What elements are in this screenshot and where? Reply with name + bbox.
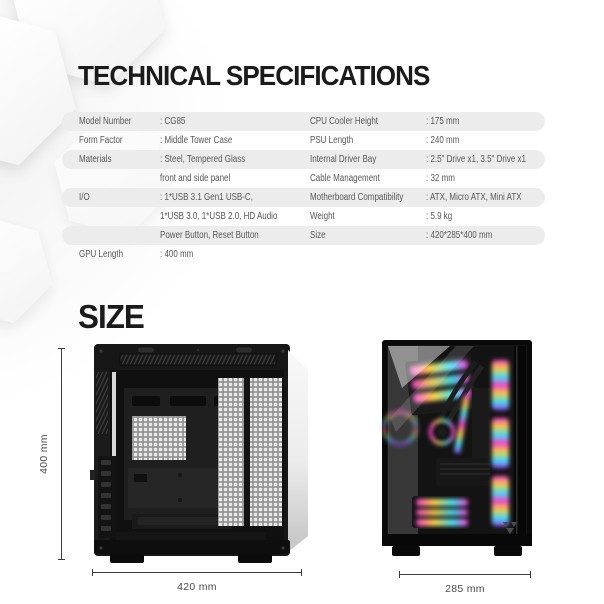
case-foot [392,546,420,556]
spec-value-right: : 240 mm [426,135,460,146]
spec-label-left: GPU Length [79,249,124,260]
spec-label-left: Form Factor [79,135,123,146]
spec-label-right: CPU Cooler Height [310,116,379,127]
spec-label-right: Internal Driver Bay [310,154,377,165]
spec-value-left: : Steel, Tempered Glass [160,154,246,165]
case-foot [494,546,522,556]
spec-label-right: PSU Length [310,135,354,146]
spec-value-left: : Middle Tower Case [160,135,233,146]
spec-value-left: front and side panel [160,173,231,184]
spec-row [62,112,545,131]
case-side-view-image [88,342,312,566]
spec-value-right: : ATX, Micro ATX, Mini ATX [426,192,522,203]
spec-label-left: Materials [79,154,112,165]
spec-row [62,188,545,207]
spec-label-right: Cable Management [310,173,380,184]
aio-pump [429,419,455,445]
spec-row [62,245,545,264]
spec-row [62,226,545,245]
spec-label-right: Motherboard Compatibility [310,192,404,203]
front-vent [96,372,108,434]
spec-value-left: 1*USB 3.0, 1*USB 2.0, HD Audio [160,211,278,222]
spec-row [62,131,545,150]
case-body [90,344,308,563]
hexagon-decoration [0,8,68,168]
spec-value-left: : 1*USB 3.1 Gen1 USB-C, [160,192,253,203]
height-dimension-line [58,348,65,560]
hexagon-decoration [0,215,47,325]
height-dimension-label: 400 mm [38,434,50,474]
pci-slots [98,456,116,538]
case-foot [238,554,272,563]
width-dimension-line [92,569,302,576]
top-vent [120,354,276,365]
case-front-view-image [378,336,544,568]
spec-row [62,169,545,188]
size-heading: SIZE [78,298,144,335]
depth-dimension-line [399,571,531,578]
spec-value-right: : 175 mm [426,116,460,127]
case-foot [110,554,144,563]
spec-row [62,207,545,226]
spec-row [62,150,545,169]
spec-value-right: : 32 mm [426,173,455,184]
depth-dimension-label: 285 mm [445,583,485,595]
spec-value-left: : CG85 [160,116,186,127]
page-title: TECHNICAL SPECIFICATIONS [78,60,430,91]
case-body [382,340,532,556]
spec-value-right: : 5.9 kg [426,211,453,222]
cpu-cutout-mesh [132,416,186,460]
spec-value-left: Power Button, Reset Button [160,230,259,241]
spec-label-left: I/O [79,192,90,203]
width-dimension-label: 420 mm [177,581,217,593]
spec-value-right: : 2.5" Drive x1, 3.5" Drive x1 [426,154,526,165]
spec-label-left: Model Number [79,116,132,127]
side-rgb-fans [490,356,512,532]
gpu-rgb-fans [412,496,470,528]
front-mesh-panels [218,378,282,526]
spec-label-right: Weight [310,211,335,222]
spec-label-right: Size [310,230,326,241]
spec-value-left: : 400 mm [160,249,194,260]
front-glass-edge [288,350,308,552]
spec-value-right: : 420*285*400 mm [426,230,493,241]
psu-shroud [436,458,498,486]
spec-table [62,112,545,264]
